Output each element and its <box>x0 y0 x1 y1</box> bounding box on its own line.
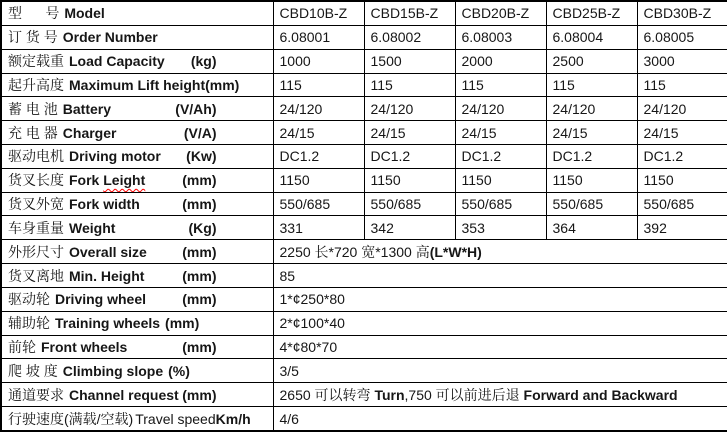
row-label <box>8 313 269 333</box>
spec-row-11 <box>1 240 727 264</box>
row-label-cell <box>1 168 273 192</box>
row-label <box>8 123 269 143</box>
value-cell: 550/685 <box>364 192 455 216</box>
spec-row-17 <box>1 383 727 407</box>
value-cell: DC1.2 <box>455 144 546 168</box>
row-label-cell <box>1 216 273 240</box>
row-label <box>8 266 269 286</box>
value-cell: 550/685 <box>273 192 364 216</box>
merged-value-segment: ,750 可以前进后退 <box>404 386 524 403</box>
spec-row-6 <box>1 121 727 145</box>
spec-row-13 <box>1 287 727 311</box>
value-cell: 3000 <box>637 49 727 73</box>
merged-value-cell <box>273 264 727 288</box>
row-label <box>8 51 269 71</box>
row-label-cell <box>1 335 273 359</box>
value-cell: CBD20B-Z <box>455 1 546 25</box>
label-chinese: 订 货 号 <box>8 29 58 46</box>
spec-row-16 <box>1 359 727 383</box>
row-label-cell <box>1 144 273 168</box>
merged-value-cell <box>273 311 727 335</box>
label-chinese: 驱动轮 <box>8 291 50 308</box>
label-unit: (Kg) <box>188 219 217 236</box>
value-cell: CBD15B-Z <box>364 1 455 25</box>
merged-value-cell <box>273 383 727 407</box>
value-cell: 115 <box>455 73 546 97</box>
spec-row-10 <box>1 216 727 240</box>
label-english: Model <box>64 5 105 22</box>
row-label <box>8 218 269 238</box>
label-english: Battery <box>62 100 112 117</box>
row-label <box>8 27 269 47</box>
value-cell: 24/15 <box>364 121 455 145</box>
value-cell: DC1.2 <box>273 144 364 168</box>
spec-row-7 <box>1 144 727 168</box>
merged-value-segment: 1*¢250*80 <box>279 291 345 308</box>
value-cell: 1500 <box>364 49 455 73</box>
value-cell: 24/15 <box>455 121 546 145</box>
merged-value-cell <box>273 407 727 431</box>
merged-value-segment: 85 <box>279 267 296 284</box>
row-label-cell <box>1 311 273 335</box>
label-english: Charger <box>62 124 117 141</box>
value-cell: 115 <box>546 73 637 97</box>
label-chinese: 型 号 <box>8 5 60 22</box>
row-label-cell <box>1 359 273 383</box>
label-unit: (V/A) <box>183 124 217 141</box>
label-chinese: 外形尺寸 <box>8 243 64 260</box>
label-chinese: 货叉离地 <box>8 267 64 284</box>
value-cell: 24/120 <box>637 97 727 121</box>
merged-value-segment: 2*¢100*40 <box>279 315 345 332</box>
label-unit: (%) <box>168 362 190 379</box>
value-cell: 6.08005 <box>637 25 727 49</box>
misspelled-word: Leight <box>103 172 146 189</box>
row-label <box>8 385 269 405</box>
label-english: Training wheels <box>55 315 161 332</box>
label-unit: (Kw) <box>186 148 217 165</box>
value-cell: 364 <box>546 216 637 240</box>
value-cell: 24/15 <box>546 121 637 145</box>
row-label <box>8 99 269 119</box>
merged-value-segment: 4/6 <box>279 410 299 427</box>
label-english: Front wheels <box>41 339 128 356</box>
value-cell: 6.08003 <box>455 25 546 49</box>
value-cell: 550/685 <box>546 192 637 216</box>
spec-row-18 <box>1 407 727 431</box>
value-cell: 115 <box>273 73 364 97</box>
merged-value-cell <box>273 335 727 359</box>
label-unit: (mm) <box>182 386 217 403</box>
label-unit: (kg) <box>190 53 217 70</box>
value-cell: DC1.2 <box>546 144 637 168</box>
value-cell: 353 <box>455 216 546 240</box>
label-unit: (V/Ah) <box>175 100 217 117</box>
spec-row-3 <box>1 49 727 73</box>
label-chinese: 蓄 电 池 <box>8 100 58 117</box>
label-unit: (mm) <box>182 291 217 308</box>
row-label <box>8 337 269 357</box>
value-cell: 1150 <box>637 168 727 192</box>
row-label-cell <box>1 240 273 264</box>
value-cell: 2000 <box>455 49 546 73</box>
label-chinese: 通道要求 <box>8 386 64 403</box>
label-english: Driving motor <box>69 148 161 165</box>
row-label-cell <box>1 121 273 145</box>
label-unit: (mm) <box>182 267 217 284</box>
value-cell: 331 <box>273 216 364 240</box>
row-label-cell <box>1 97 273 121</box>
value-cell: 6.08001 <box>273 25 364 49</box>
value-cell: 24/120 <box>455 97 546 121</box>
spec-row-12 <box>1 264 727 288</box>
merged-value-segment: 2250 长*720 宽*1300 高 <box>279 243 430 260</box>
row-label-cell <box>1 1 273 25</box>
label-english: Weight <box>69 219 116 236</box>
label-chinese: 起升高度 <box>8 76 64 93</box>
row-label-cell <box>1 264 273 288</box>
merged-value-segment: 4*¢80*70 <box>279 339 338 356</box>
value-cell: 1150 <box>546 168 637 192</box>
label-chinese: 爬 坡 度 <box>8 362 58 379</box>
value-cell: 550/685 <box>637 192 727 216</box>
value-cell: 342 <box>364 216 455 240</box>
label-english: Channel request <box>69 386 179 403</box>
label-unit: (mm) <box>165 315 200 332</box>
label-unit: (mm) <box>205 76 240 93</box>
value-cell: 1000 <box>273 49 364 73</box>
spec-row-5 <box>1 97 727 121</box>
label-unit: (mm) <box>182 339 217 356</box>
merged-value-cell <box>273 287 727 311</box>
value-cell: 1150 <box>455 168 546 192</box>
row-label <box>8 146 269 166</box>
label-unit: (mm) <box>182 196 217 213</box>
label-chinese: 货叉外宽 <box>8 196 64 213</box>
label-english: Overall size <box>69 243 147 260</box>
merged-value-cell <box>273 359 727 383</box>
row-label <box>8 75 269 95</box>
label-english: Climbing slope <box>62 362 164 379</box>
row-label <box>8 170 269 190</box>
label-chinese: 额定载重 <box>8 53 64 70</box>
label-english: Fork Leight <box>69 172 146 189</box>
value-cell: 6.08002 <box>364 25 455 49</box>
label-unit: (mm) <box>182 172 217 189</box>
value-cell: 1150 <box>273 168 364 192</box>
row-label-cell <box>1 73 273 97</box>
value-cell: 6.08004 <box>546 25 637 49</box>
label-chinese: 货叉长度 <box>8 172 64 189</box>
value-cell: 2500 <box>546 49 637 73</box>
row-label <box>8 194 269 214</box>
value-cell: 1150 <box>364 168 455 192</box>
label-unit: (mm) <box>182 243 217 260</box>
value-cell: DC1.2 <box>637 144 727 168</box>
row-label <box>8 361 269 381</box>
spec-row-8 <box>1 168 727 192</box>
spec-table-body <box>1 1 727 431</box>
value-cell: 550/685 <box>455 192 546 216</box>
value-cell: DC1.2 <box>364 144 455 168</box>
merged-value-segment: 3/5 <box>279 362 299 379</box>
value-cell: CBD30B-Z <box>637 1 727 25</box>
row-label-cell <box>1 49 273 73</box>
merged-value-segment: 2650 可以转弯 <box>279 386 375 403</box>
label-english: Fork width <box>69 196 140 213</box>
row-label <box>8 289 269 309</box>
value-cell: 115 <box>364 73 455 97</box>
value-cell: 24/120 <box>546 97 637 121</box>
row-label-cell <box>1 407 273 431</box>
label-english: Driving wheel <box>55 291 147 308</box>
merged-value-cell <box>273 240 727 264</box>
value-cell: 24/15 <box>273 121 364 145</box>
row-label-cell <box>1 192 273 216</box>
row-label-cell <box>1 383 273 407</box>
merged-value-bold-segment: Turn <box>374 386 405 403</box>
label-english: Load Capacity <box>69 53 165 70</box>
label-english: Min. Height <box>69 267 145 284</box>
spec-row-14 <box>1 311 727 335</box>
label-unit: Km/h <box>215 410 251 427</box>
value-cell: 115 <box>637 73 727 97</box>
row-label <box>8 242 269 262</box>
spec-row-4 <box>1 73 727 97</box>
spec-row-1 <box>1 1 727 25</box>
merged-value-bold-segment: Forward and Backward <box>523 386 678 403</box>
row-label <box>8 3 269 23</box>
label-english: Order Number <box>62 29 158 46</box>
label-chinese: 车身重量 <box>8 219 64 236</box>
value-cell: 392 <box>637 216 727 240</box>
value-cell: 24/15 <box>637 121 727 145</box>
merged-value-bold-segment: (L*W*H) <box>429 243 482 260</box>
label-chinese: 充 电 器 <box>8 124 58 141</box>
row-label <box>8 409 269 429</box>
spec-row-15 <box>1 335 727 359</box>
value-cell: 24/120 <box>273 97 364 121</box>
label-english: Maximum Lift height <box>69 76 206 93</box>
value-cell: CBD25B-Z <box>546 1 637 25</box>
row-label-cell <box>1 25 273 49</box>
label-chinese: 驱动电机 <box>8 148 64 165</box>
value-cell: CBD10B-Z <box>273 1 364 25</box>
label-chinese: 辅助轮 <box>8 315 50 332</box>
value-cell: 24/120 <box>364 97 455 121</box>
spec-row-9 <box>1 192 727 216</box>
label-english: Travel speed <box>135 410 216 427</box>
label-chinese: 行驶速度(满载/空载) <box>8 410 134 427</box>
row-label-cell <box>1 287 273 311</box>
label-chinese: 前轮 <box>8 339 36 356</box>
spec-row-2 <box>1 25 727 49</box>
